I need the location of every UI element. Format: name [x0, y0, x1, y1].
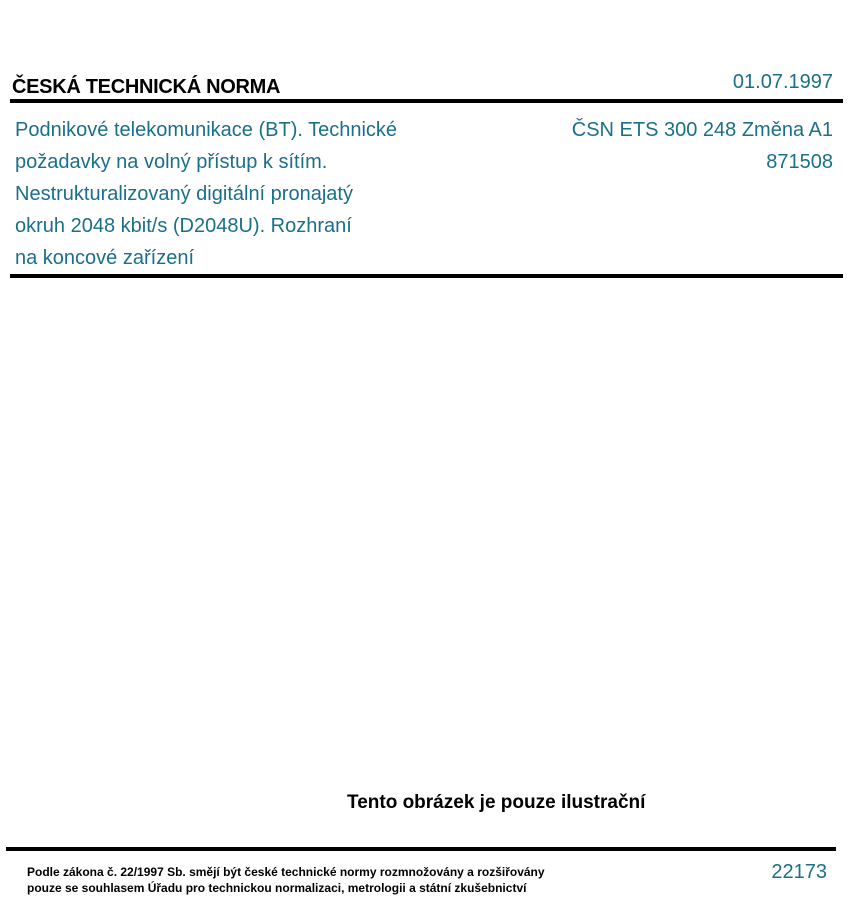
standard-designation: ČSN ETS 300 248 Změna A1	[571, 119, 833, 141]
classification-number: 871508	[766, 151, 833, 173]
document-type-heading: ČESKÁ TECHNICKÁ NORMA	[12, 76, 281, 98]
title-line: Nestrukturalizovaný digitální pronajatý	[15, 183, 353, 205]
title-divider	[10, 274, 843, 278]
title-line: na koncové zařízení	[15, 247, 194, 269]
legal-notice	[27, 864, 545, 896]
legal-line: Podle zákona č. 22/1997 Sb. smějí být české technické normy rozmnožovány a rozšiřovány	[27, 865, 545, 879]
title-line: Podnikové telekomunikace (BT). Technické	[15, 119, 398, 141]
illustration-note: Tento obrázek je pouze ilustrační	[347, 792, 646, 813]
catalog-number: 22173	[771, 861, 827, 883]
legal-line: pouze se souhlasem Úřadu pro technickou normalizaci, metrologii a státní zkušebnictví	[27, 881, 527, 895]
title-line: požadavky na volný přístup k sítím.	[15, 151, 328, 173]
standard-codes	[572, 114, 833, 178]
header-divider	[10, 99, 843, 103]
title-line: okruh 2048 kbit/s (D2048U). Rozhraní	[15, 215, 352, 237]
standard-title	[15, 114, 445, 274]
footer-divider	[6, 847, 836, 851]
document-date: 01.07.1997	[732, 71, 833, 93]
